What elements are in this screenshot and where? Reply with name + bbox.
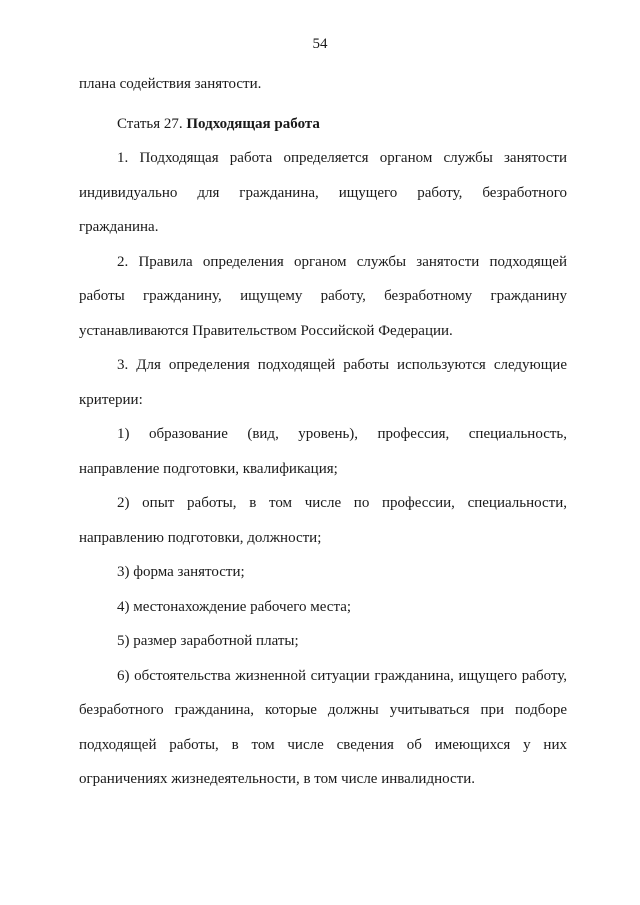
- continuation-line: плана содействия занятости.: [79, 76, 262, 92]
- criterion-3: 3) форма занятости;: [117, 564, 245, 580]
- criterion-1: 1) образование (вид, уровень), профессия, специальность, направление подготовки, квалификация;: [79, 426, 567, 477]
- page-number: 54: [312, 36, 328, 52]
- paragraph-2: 2. Правила определения органом службы занятости подходящей работы гражданину, ищущему работу, безработному гражданину устанавливаются Правительством Российской Федерации.: [79, 253, 567, 339]
- criterion-4: 4) местонахождение рабочего места;: [117, 598, 352, 615]
- document-body: [79, 67, 567, 797]
- paragraph-1: 1. Подходящая работа определяется органом службы занятости индивидуально для гражданина, ищущего работу, безработного гражданина.: [79, 150, 567, 235]
- criterion-5: 5) размер заработной платы;: [117, 633, 299, 649]
- criterion-2: 2) опыт работы, в том числе по профессии, специальности, направлению подготовки, должности;: [79, 495, 567, 546]
- article-heading: [79, 107, 567, 142]
- article-title: Подходящая работа: [186, 115, 320, 132]
- criterion-6: 6) обстоятельства жизненной ситуации гражданина, ищущего работу, безработного гражданина, которые должны учитываться при подборе подходящей работы, в том числе сведения об имеющихся у них ограничениях жизнедеятельности, в том числе инвалидности.: [79, 667, 567, 787]
- paragraph-3: 3. Для определения подходящей работы используются следующие критерии:: [79, 357, 567, 408]
- article-label: Статья 27.: [117, 115, 183, 132]
